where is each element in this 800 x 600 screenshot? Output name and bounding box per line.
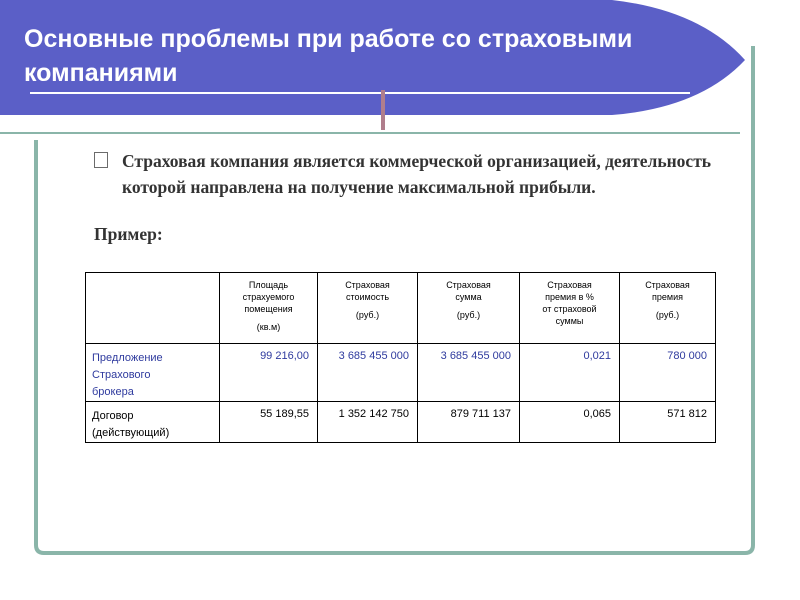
column-header-line: Страховая: [345, 280, 390, 290]
column-header: [418, 273, 520, 344]
table-row: [86, 402, 716, 443]
table-header-row: [86, 273, 716, 344]
column-header-line: Площадь: [248, 280, 289, 290]
square-bullet-icon: [94, 152, 108, 168]
bullet-item: [94, 148, 714, 200]
table-cell: 879 711 137: [418, 402, 520, 443]
column-header-line: стоимость: [345, 292, 390, 302]
column-header-unit: (руб.): [456, 310, 481, 320]
table-cell: 3 685 455 000: [418, 344, 520, 402]
column-header-line: Страховая: [547, 280, 592, 290]
column-header-line: страхуемого: [242, 292, 295, 302]
row-label: [86, 344, 220, 402]
column-header-line: премия в %: [545, 292, 594, 302]
column-header: [318, 273, 418, 344]
table-cell: 3 685 455 000: [318, 344, 418, 402]
table-cell: 55 189,55: [220, 402, 318, 443]
row-label-line: Страхового: [92, 369, 151, 381]
insurance-comparison-table: [85, 272, 716, 443]
example-label: Пример:: [94, 224, 163, 244]
bullet-list: [94, 148, 714, 200]
column-header: [86, 273, 220, 344]
row-label-line: (действующий): [92, 427, 170, 439]
column-header-unit: (руб.): [655, 310, 680, 320]
row-label: [86, 402, 220, 443]
row-label-line: брокера: [92, 386, 134, 398]
column-header-line: сумма: [455, 292, 482, 302]
column-header-line: суммы: [555, 316, 584, 326]
table-cell: 1 352 142 750: [318, 402, 418, 443]
table-cell: 780 000: [620, 344, 716, 402]
column-header-unit: (кв.м): [256, 322, 281, 332]
row-label-line: Предложение: [92, 352, 163, 364]
column-header-line: помещения: [244, 304, 293, 314]
column-header-line: Страховая: [446, 280, 491, 290]
column-header: [220, 273, 318, 344]
bullet-text: Страховая компания является коммерческой организацией, деятельность которой направлена на получение максимальной прибыли.: [122, 151, 712, 197]
slide-title: Основные проблемы при работе со страховыми компаниями: [24, 25, 633, 87]
table-cell: 0,065: [520, 402, 620, 443]
column-header-line: Страховая: [645, 280, 690, 290]
table-cell: 99 216,00: [220, 344, 318, 402]
column-header: [520, 273, 620, 344]
row-label-line: Договор: [92, 410, 134, 422]
column-header: [620, 273, 716, 344]
column-header-line: премия: [652, 292, 683, 302]
column-header-unit: (руб.): [355, 310, 380, 320]
table-row: [86, 344, 716, 402]
column-header-line: от страховой: [542, 304, 597, 314]
table-cell: 571 812: [620, 402, 716, 443]
table-cell: 0,021: [520, 344, 620, 402]
